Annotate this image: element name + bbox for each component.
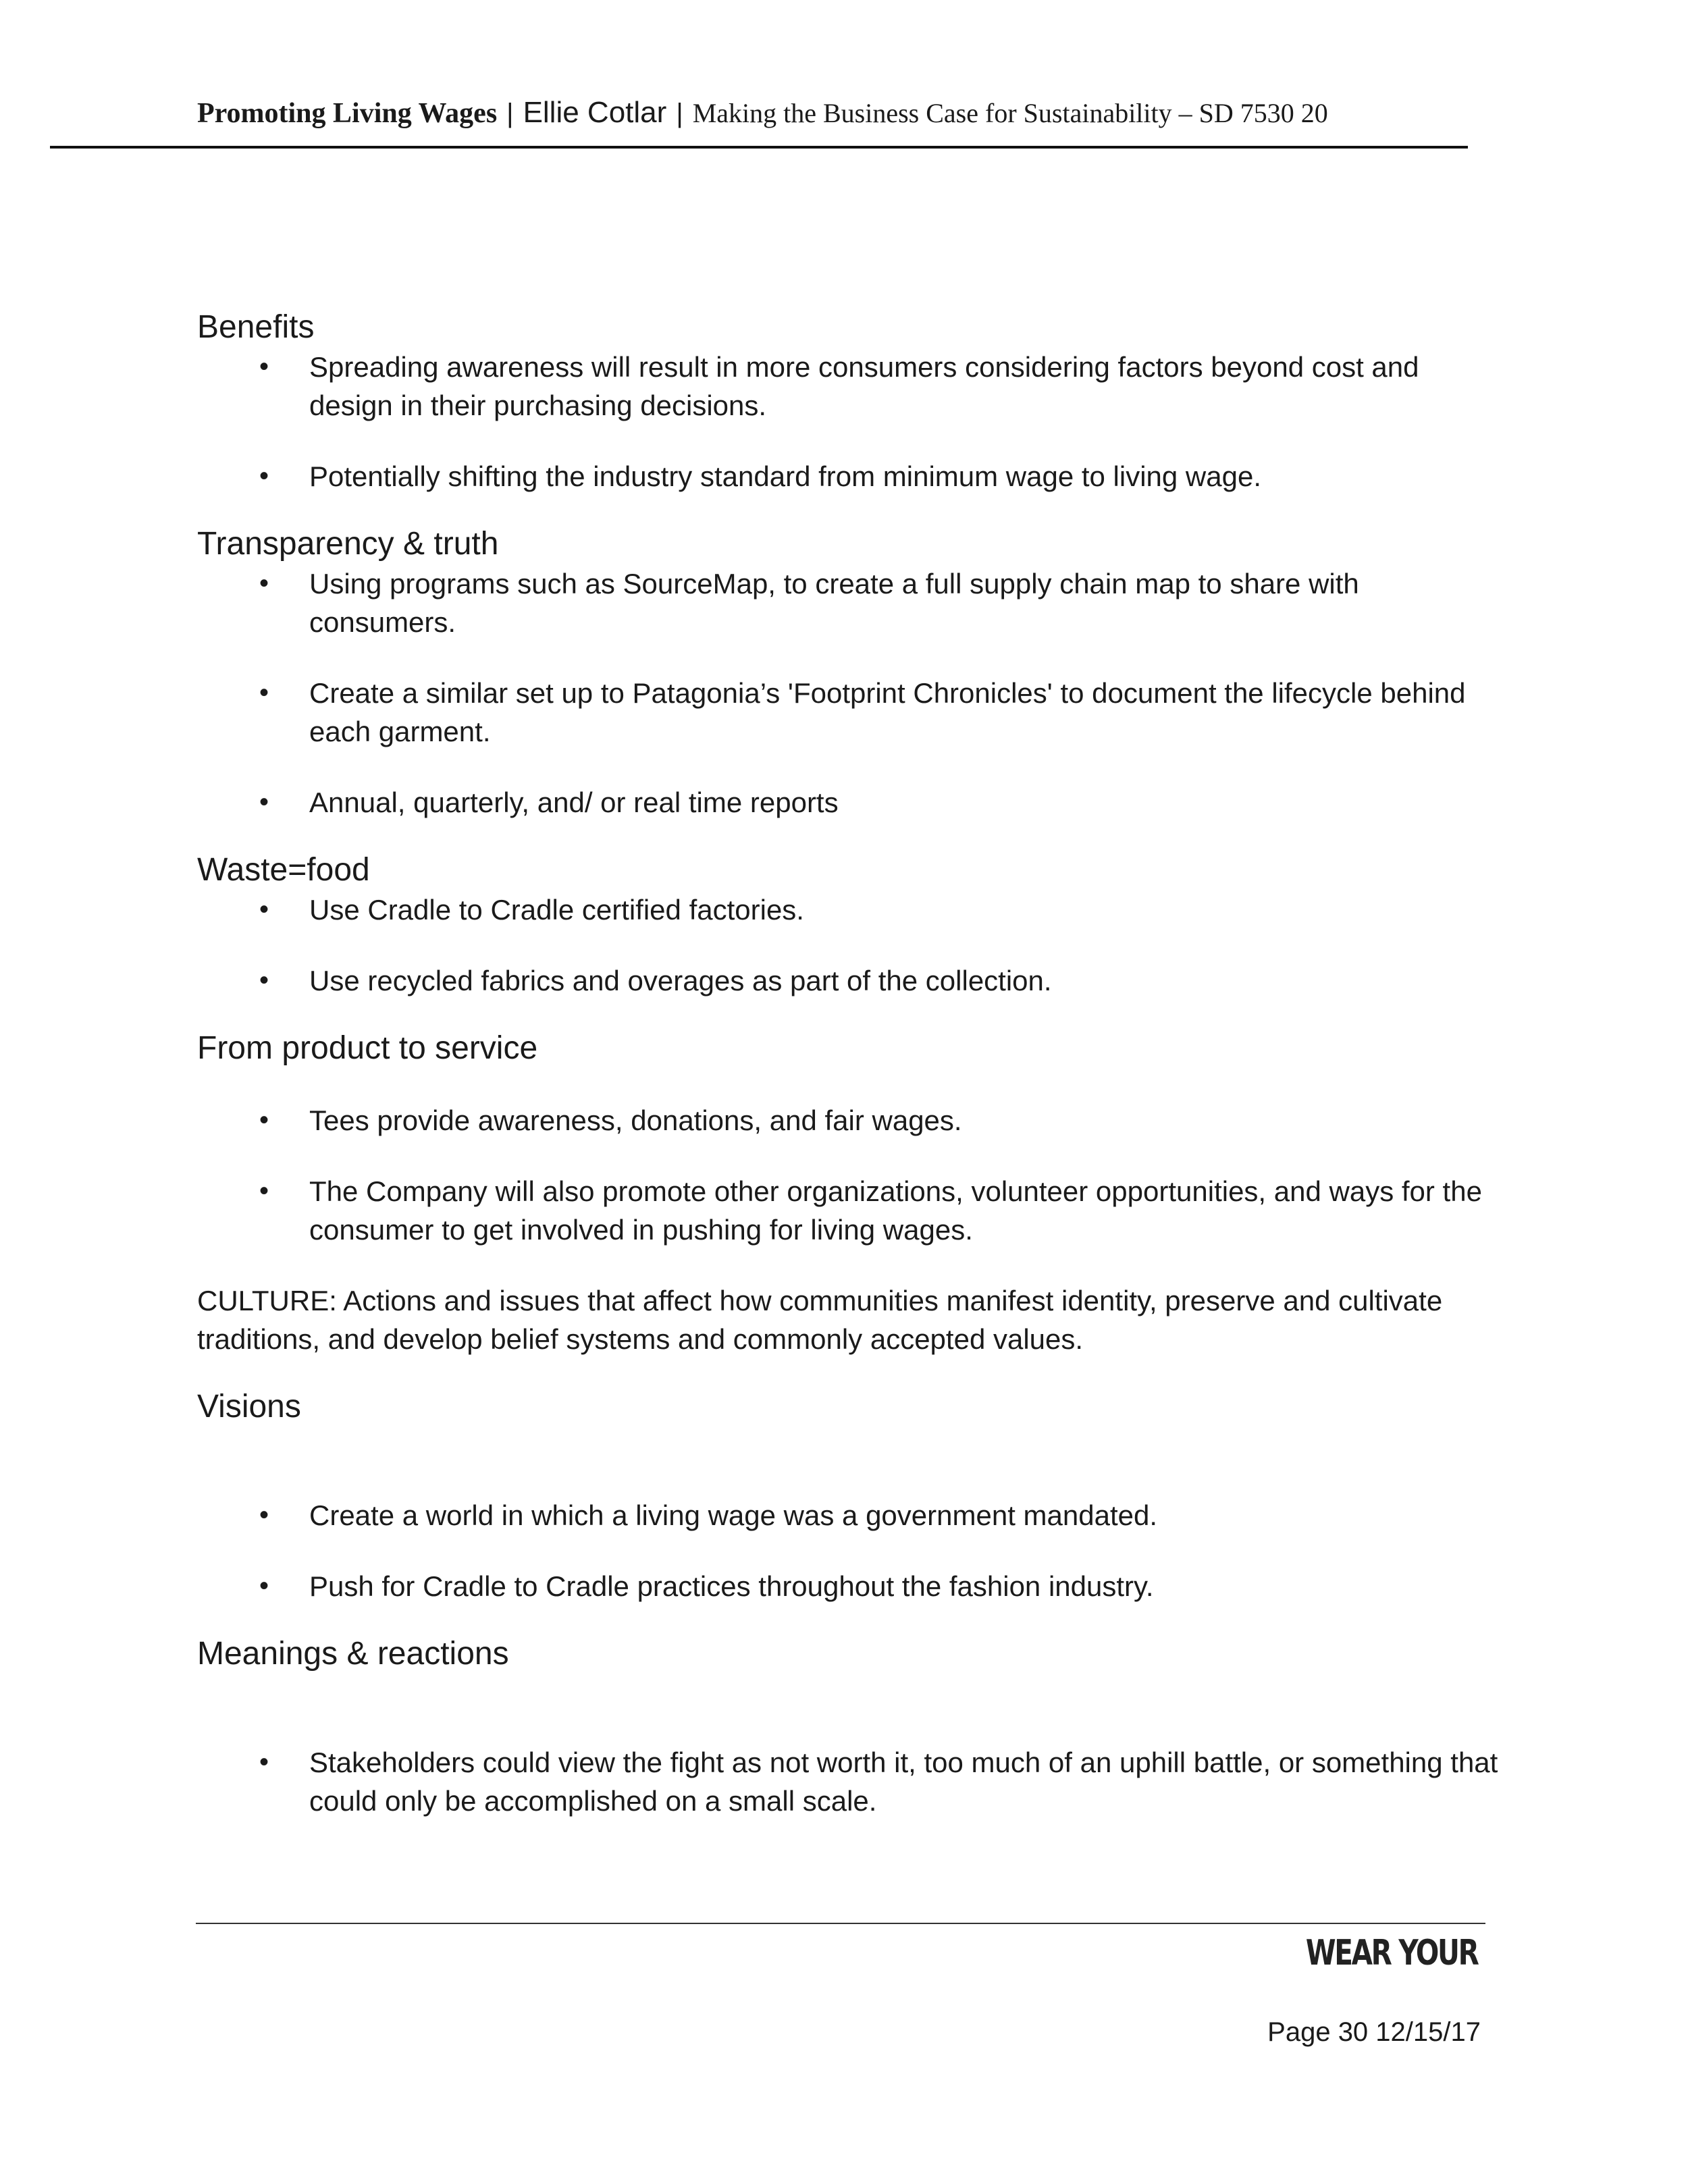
running-header <box>197 96 1480 143</box>
bullet-icon: • <box>259 1176 269 1206</box>
bullet-icon: • <box>259 965 269 995</box>
bullet-icon: • <box>259 1571 269 1601</box>
service-list <box>197 1101 1500 1249</box>
footer-divider <box>196 1923 1485 1924</box>
list-item-text: Use Cradle to Cradle certified factories. <box>309 894 804 926</box>
wear-your-heart-logo <box>1286 1929 1482 1977</box>
waste-list <box>197 890 1500 1000</box>
list-item-text: The Company will also promote other organizations, volunteer opportunities, and ways for the consumer to get involved in pushing for living wages. <box>309 1175 1482 1246</box>
list-item <box>197 564 1500 641</box>
list-item <box>197 457 1500 496</box>
list-item <box>197 1743 1500 1820</box>
header-separator: | <box>676 99 683 128</box>
list-item <box>197 1496 1500 1535</box>
visions-list <box>197 1496 1500 1605</box>
page-number-date: Page 30 12/15/17 <box>1267 2017 1481 2047</box>
header-separator: | <box>506 99 514 128</box>
list-item-text: Potentially shifting the industry standard from minimum wage to living wage. <box>309 460 1261 492</box>
section-heading-transparency: Transparency & truth <box>197 526 499 562</box>
header-divider <box>50 146 1468 149</box>
list-item-text: Push for Cradle to Cradle practices throughout the fashion industry. <box>309 1570 1154 1602</box>
document-body <box>197 307 1500 1820</box>
bullet-icon: • <box>259 352 269 381</box>
section-heading-meanings: Meanings & reactions <box>197 1636 509 1672</box>
benefits-list <box>197 348 1500 496</box>
list-item-text: Stakeholders could view the fight as not worth it, too much of an uphill battle, or something that could only be accomplished on a small scale. <box>309 1747 1498 1817</box>
bullet-icon: • <box>259 678 269 708</box>
section-heading-visions: Visions <box>197 1389 301 1424</box>
bullet-icon: • <box>259 1500 269 1530</box>
bullet-icon: • <box>259 1747 269 1777</box>
list-item-text: Spreading awareness will result in more consumers considering factors beyond cost and design in their purchasing decisions. <box>309 351 1419 421</box>
list-item-text: Create a similar set up to Patagonia’s 'Footprint Chronicles' to document the lifecycle behind each garment. <box>309 677 1466 747</box>
author-name: Ellie Cotlar <box>523 96 667 129</box>
course-name: Making the Business Case for Sustainability – SD 7530 20 <box>692 98 1328 128</box>
bullet-icon: • <box>259 895 269 924</box>
list-item <box>197 674 1500 751</box>
list-item <box>197 348 1500 425</box>
section-heading-waste: Waste=food <box>197 852 370 888</box>
list-item <box>197 783 1500 822</box>
list-item <box>197 1101 1500 1140</box>
section-heading-service: From product to service <box>197 1030 538 1066</box>
document-title: Promoting Living Wages <box>197 98 498 129</box>
section-heading-benefits: Benefits <box>197 309 315 345</box>
bullet-icon: • <box>259 461 269 491</box>
logo-text: WEAR YOUR <box>1306 1933 1478 1973</box>
list-item-text: Use recycled fabrics and overages as part of the collection. <box>309 965 1052 996</box>
list-item-text: Annual, quarterly, and/ or real time reports <box>309 787 839 818</box>
list-item <box>197 890 1500 929</box>
culture-paragraph: CULTURE: Actions and issues that affect how communities manifest identity, preserve and cultivate traditions, and develop belief systems and commonly accepted values. <box>197 1285 1443 1355</box>
list-item-text: Tees provide awareness, donations, and fair wages. <box>309 1104 962 1136</box>
bullet-icon: • <box>259 1105 269 1135</box>
list-item <box>197 961 1500 1000</box>
list-item-text: Create a world in which a living wage was a government mandated. <box>309 1499 1158 1531</box>
list-item <box>197 1567 1500 1605</box>
meanings-list <box>197 1743 1500 1820</box>
bullet-icon: • <box>259 787 269 817</box>
list-item-text: Using programs such as SourceMap, to create a full supply chain map to share with consumers. <box>309 568 1359 638</box>
list-item <box>197 1172 1500 1249</box>
bullet-icon: • <box>259 568 269 598</box>
transparency-list <box>197 564 1500 822</box>
